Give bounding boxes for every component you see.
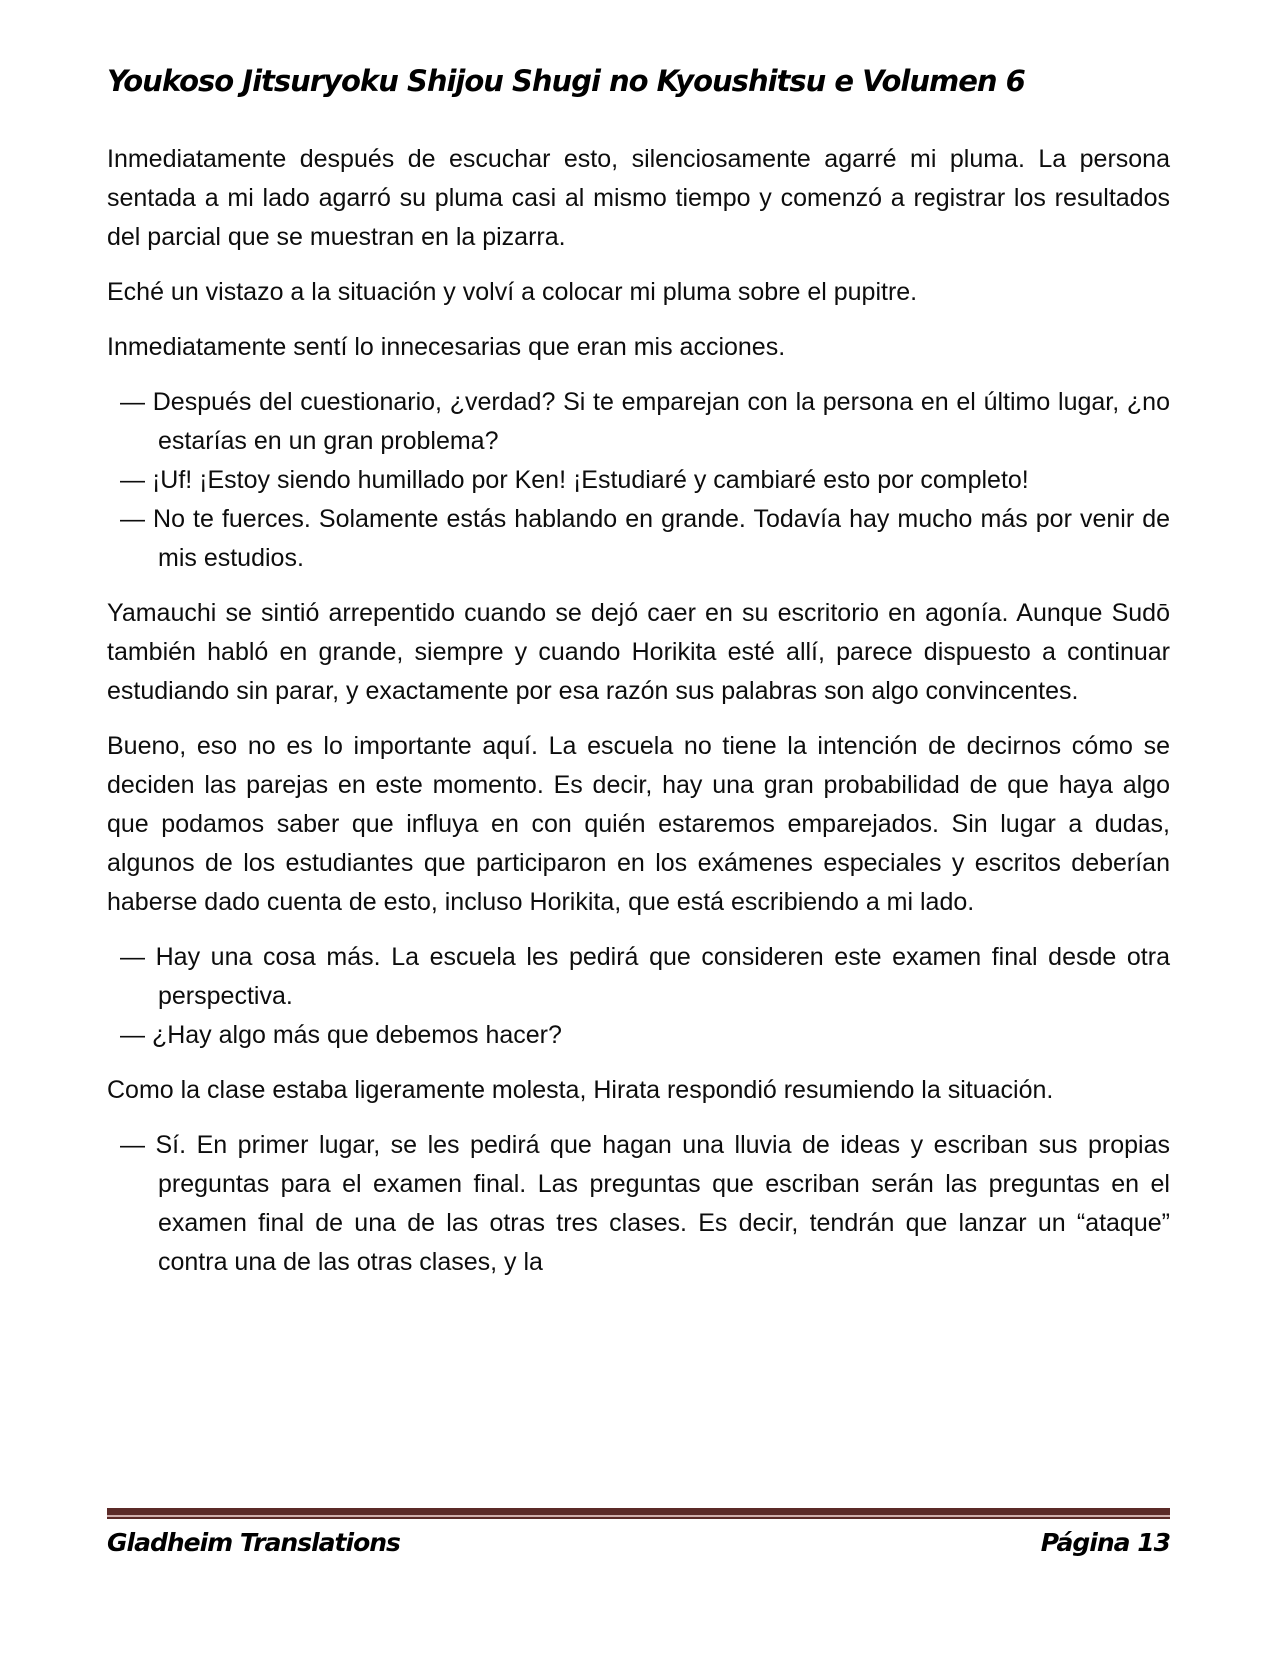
page-title: Youkoso Jitsuryoku Shijou Shugi no Kyoushitsu e Volumen 6 bbox=[107, 64, 1025, 98]
dialogue-line: — ¡Uf! ¡Estoy siendo humillado por Ken! ¡Estudiaré y cambiaré esto por completo! bbox=[120, 466, 1029, 494]
paragraph: Como la clase estaba ligeramente molesta, Hirata respondió resumiendo la situación. bbox=[107, 1076, 1054, 1104]
dialogue-line: — ¿Hay algo más que debemos hacer? bbox=[120, 1021, 562, 1049]
paragraph: Inmediatamente sentí lo innecesarias que eran mis acciones. bbox=[107, 333, 786, 361]
footer-text-row bbox=[107, 1528, 1170, 1557]
paragraph: Yamauchi se sintió arrepentido cuando se dejó caer en su escritorio en agonía. Aunque Sudō también habló en grande, siempre y cuando Horikita esté allí, parece dispuesto a continuar estudiando sin parar, y exactamente por esa razón sus palabras son algo convincentes. bbox=[107, 599, 1170, 705]
paragraph: Bueno, eso no es lo importante aquí. La escuela no tiene la intención de decirnos cómo se deciden las parejas en este momento. Es decir, hay una gran probabilidad de que haya algo que podamos saber que influya en con quién estaremos emparejados. Sin lugar a dudas, algunos de los estudiantes que participaron en los exámenes especiales y escritos deberían haberse dado cuenta de esto, incluso Horikita, que está escribiendo a mi lado. bbox=[107, 732, 1170, 916]
footer-divider-rule bbox=[107, 1508, 1170, 1519]
footer-page-number: Página 13 bbox=[1040, 1528, 1170, 1557]
paragraph: Inmediatamente después de escuchar esto, silenciosamente agarré mi pluma. La persona sentada a mi lado agarró su pluma casi al mismo tiempo y comenzó a registrar los resultados del parcial que se muestran en la pizarra. bbox=[107, 145, 1170, 251]
dialogue-line: — No te fuerces. Solamente estás hablando en grande. Todavía hay mucho más por venir de mis estudios. bbox=[120, 505, 1170, 572]
paragraph: Eché un vistazo a la situación y volví a colocar mi pluma sobre el pupitre. bbox=[107, 278, 918, 306]
page-body-text bbox=[107, 140, 1170, 1282]
dialogue-line: — Hay una cosa más. La escuela les pedirá que consideren este examen final desde otra perspectiva. bbox=[120, 943, 1170, 1010]
dialogue-line: — Sí. En primer lugar, se les pedirá que hagan una lluvia de ideas y escriban sus propias preguntas para el examen final. Las preguntas que escriban serán las preguntas en el examen final de una de las otras tres clases. Es decir, tendrán que lanzar un “ataque” contra una de las otras clases, y la bbox=[120, 1131, 1170, 1276]
footer-translator-credit: Gladheim Translations bbox=[107, 1528, 400, 1557]
dialogue-line: — Después del cuestionario, ¿verdad? Si te emparejan con la persona en el último lugar, ¿no estarías en un gran problema? bbox=[120, 388, 1170, 455]
page-footer bbox=[107, 1508, 1170, 1557]
